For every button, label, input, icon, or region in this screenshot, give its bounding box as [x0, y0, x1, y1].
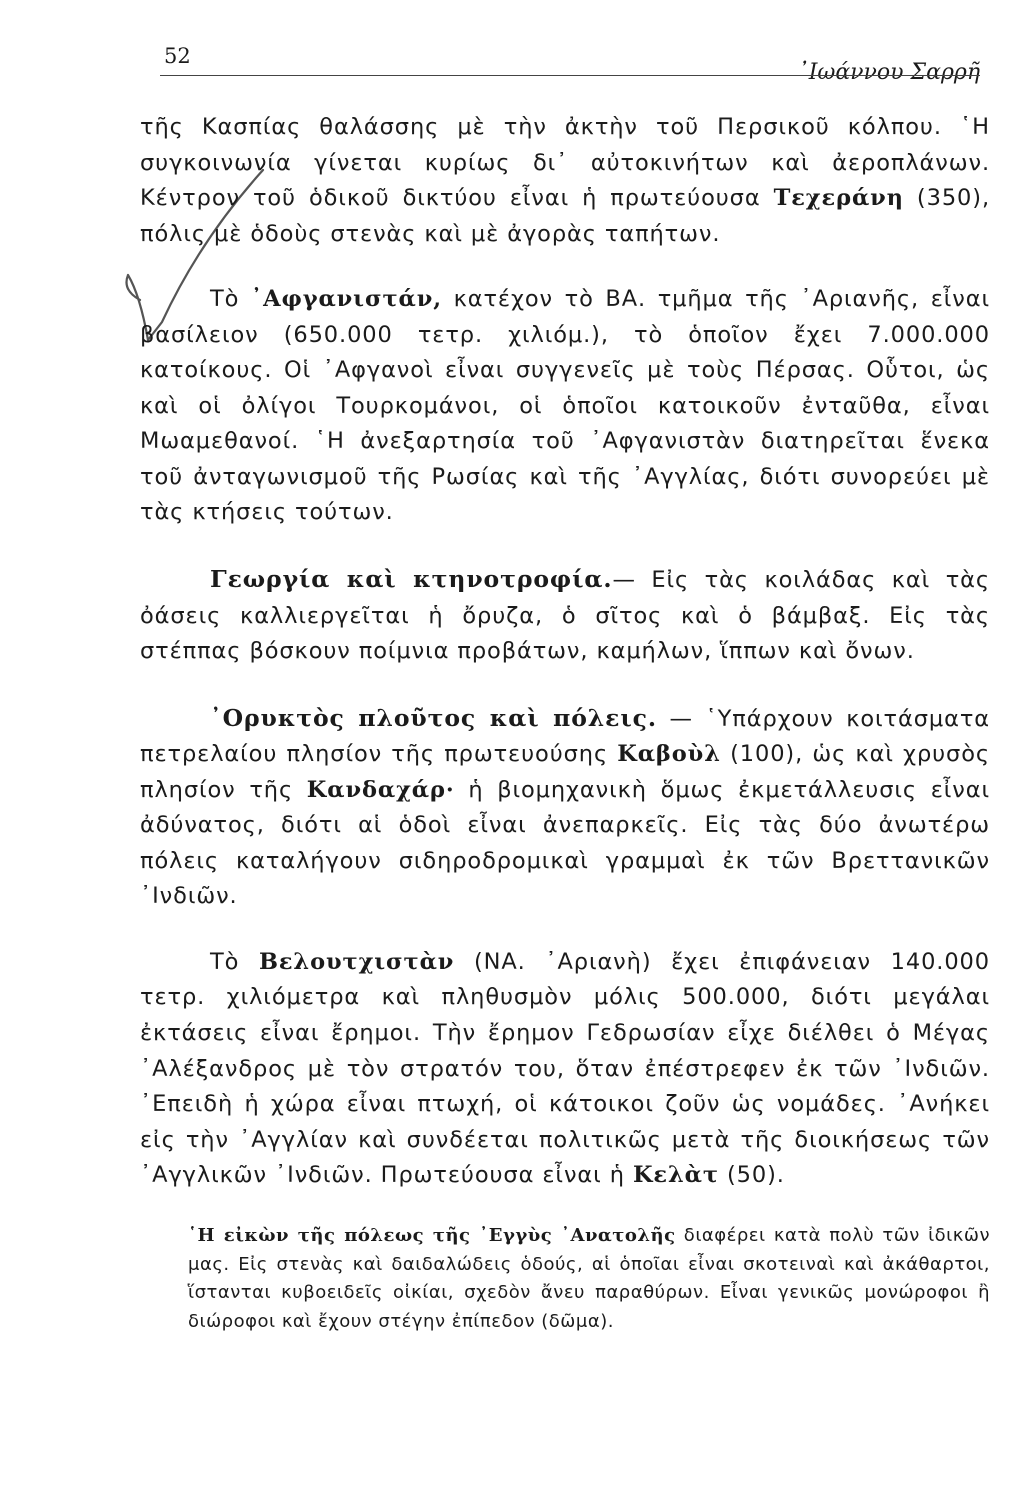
footnote-lead: ῾Η εἰκὼν τῆς πόλεως τῆς ᾿Εγγὺς ᾿Ανατολῆς — [188, 1224, 676, 1246]
country-afghanistan: ᾿Αφγανιστάν, — [250, 286, 442, 313]
country-baluchistan: Βελουτχιστὰν — [258, 948, 455, 975]
paragraph-lead: Τὸ — [210, 286, 251, 313]
running-head-author: ᾿Ιωάννου Σαρρῆ — [797, 60, 980, 85]
paragraph-text: (50). — [718, 1162, 785, 1189]
page-body — [140, 110, 990, 1355]
paragraph-text: — Εἰς τὰς κοιλάδας καὶ τὰς ὀάσεις καλλιεργεῖται ἡ ὄρυζα, ὁ σῖτος καὶ ὁ βάμβαξ. Εἰς τὰς στέππας βόσκουν ποίμνια προβάτων, καμήλων, ἵππων καὶ ὄνων. — [140, 567, 990, 665]
paragraph-text: ἡ βιομηχανικὴ ὅμως ἐκμετάλλευσις εἶναι ἀδύνατος, διότι αἱ ὁδοὶ εἶναι ἀνεπαρκεῖς. Εἰς τὰς δύο ἀνωτέρω πόλεις καταλήγουν σιδηροδρομικαὶ γραμμαὶ ἐκ τῶν Βρεττανικῶν ᾿Ινδιῶν. — [140, 776, 990, 910]
footnote — [140, 1222, 990, 1337]
paragraph-text: (ΝΑ. ᾿Αριανὴ) ἔχει ἐπιφάνειαν 140.000 τετρ. χιλιόμετρα καὶ πληθυσμὸν μόλις 500.000, διότι μεγάλαι ἐκτάσεις εἶναι ἔρημοι. Τὴν ἔρημον Γεδρωσίαν εἶχε διέλθει ὁ Μέγας ᾿Αλέξανδρος μὲ τὸν στρατόν του, ὅταν ἐπέστρεφεν ἐκ τῶν ᾿Ινδιῶν. ᾿Επειδὴ ἡ χώρα εἶναι πτωχή, οἱ κάτοικοι ζοῦν ὡς νομάδες. ᾿Ανήκει εἰς τὴν ᾿Αγγλίαν καὶ συνδέεται πολιτικῶς μετὰ τῆς διοικήσεως τῶν ᾿Αγγλικῶν ᾿Ινδιῶν. Πρωτεύουσα εἶναι ἡ — [140, 948, 990, 1189]
paragraph-afghanistan — [140, 282, 990, 531]
paragraph-lead: Τὸ — [210, 948, 259, 975]
paragraph-text: τῆς Κασπίας θαλάσσης μὲ τὴν ἀκτὴν τοῦ Περσικοῦ κόλπου. ῾Η συγκοινωνία γίνεται κυρίως δι᾿ αὐτοκινήτων καὶ ἀεροπλάνων. Κέντρον τοῦ ὁδικοῦ δικτύου εἶναι ἡ πρωτεύουσα — [140, 114, 990, 212]
section-heading-minerals: ᾿Ορυκτὸς πλοῦτος καὶ πόλεις. — [210, 703, 657, 732]
city-kandahar: Κανδαχάρ· — [306, 776, 455, 803]
city-tehran: Τεχεράνη — [773, 185, 904, 212]
city-kalat: Κελὰτ — [632, 1162, 719, 1189]
paragraph-text: — ῾Υπάρχουν κοιτάσματα πετρελαίου πλησίον τῆς πρωτευούσης — [140, 705, 990, 768]
paragraph-text: (350), πόλις μὲ ὁδοὺς στενὰς καὶ μὲ ἀγορὰς ταπήτων. — [140, 185, 990, 247]
paragraph-minerals-cities — [140, 700, 990, 915]
footnote-text: διαφέρει κατὰ πολὺ τῶν ἰδικῶν μας. Εἰς στενὰς καὶ δαιδαλώδεις ὁδούς, αἱ ὁποῖαι εἶναι σκοτειναὶ καὶ ἀκάθαρτοι, ἵστανται κυβοειδεῖς οἰκίαι, σχεδὸν ἄνευ παραθύρων. Εἶναι γενικῶς μονώροφοι ἢ διώροφοι καὶ ἔχουν στέγην ἐπίπεδον (δῶμα). — [188, 1224, 990, 1333]
city-kabul: Καβοὺλ — [617, 741, 721, 768]
section-heading-agriculture: Γεωργία καὶ κτηνοτροφία. — [210, 565, 613, 594]
paragraph-text: (100), ὡς καὶ χρυσὸς πλησίον τῆς — [140, 741, 990, 803]
page-header — [160, 42, 980, 86]
paragraph-text: κατέχον τὸ ΒΑ. τμῆμα τῆς ᾿Αριανῆς, εἶναι βασίλειον (650.000 τετρ. χιλιόμ.), τὸ ὁποῖον ἔχει 7.000.000 κατοίκους. Οἱ ᾿Αφγανοὶ εἶναι συγγενεῖς μὲ τοὺς Πέρσας. Οὗτοι, ὡς καὶ οἱ ὀλίγοι Τουρκομάνοι, οἱ ὁποῖοι κατοικοῦν ἐνταῦθα, εἶναι Μωαμεθανοί. ῾Η ἀνεξαρτησία τοῦ ᾿Αφγανιστὰν διατηρεῖται ἕνεκα τοῦ ἀνταγωνισμοῦ τῆς Ρωσίας καὶ τῆς ᾿Αγγλίας, διότι συνορεύει μὲ τὰς κτήσεις τούτων. — [140, 286, 990, 526]
page-number: 52 — [164, 44, 191, 68]
paragraph-agriculture — [140, 561, 990, 670]
paragraph-persia-continued — [140, 110, 990, 252]
header-rule — [160, 75, 980, 76]
paragraph-baluchistan — [140, 945, 990, 1194]
